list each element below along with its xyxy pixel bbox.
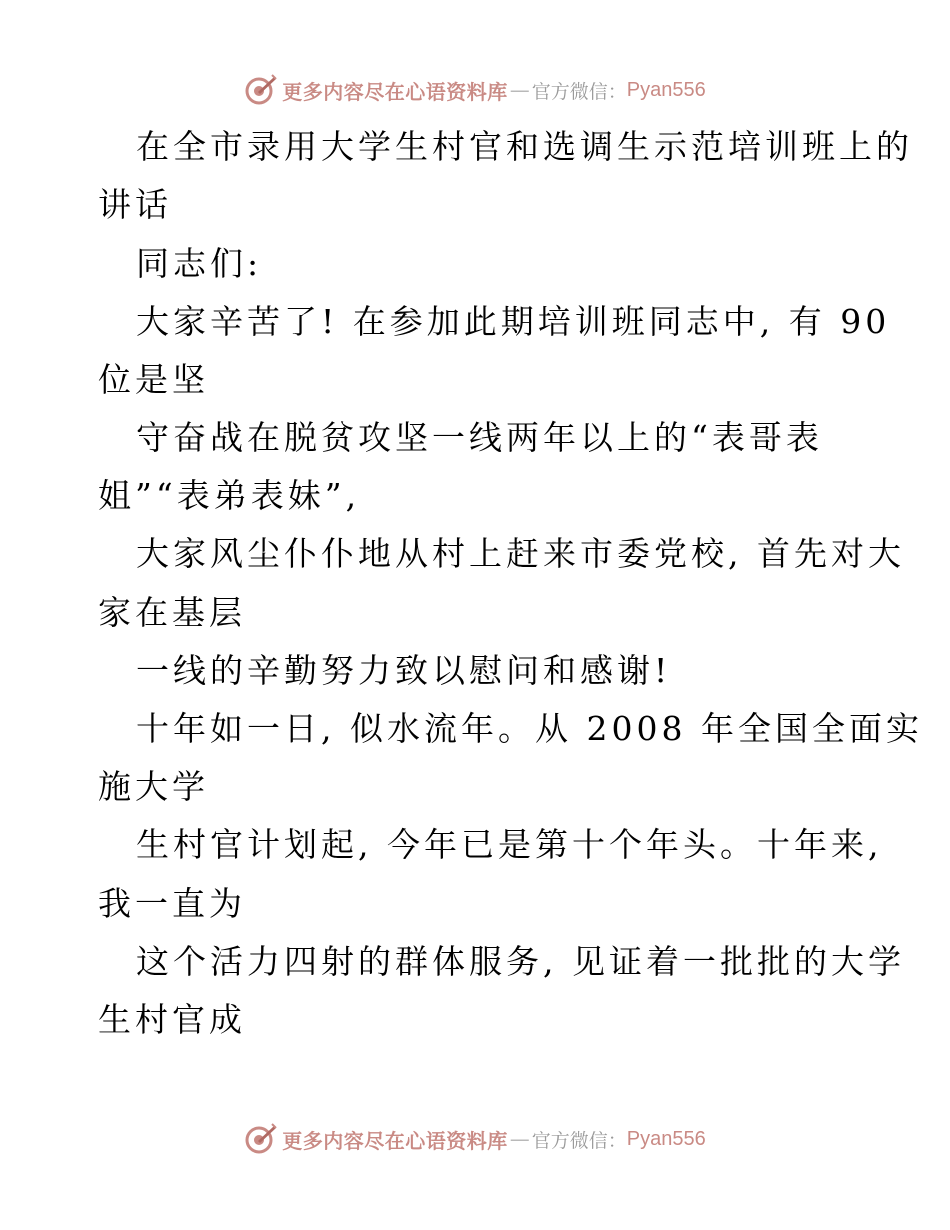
text-line: 位是坚: [98, 360, 209, 399]
text-line: 讲话: [98, 185, 172, 224]
watermark-account: Pyan556: [626, 78, 706, 101]
text-line: 生村官计划起, 今年已是第十个年头。十年来,: [136, 825, 883, 864]
text-line: 在全市录用大学生村官和选调生示范培训班上的: [136, 127, 913, 166]
header-watermark: [0, 70, 950, 110]
watermark-account: Pyan556: [626, 1127, 706, 1150]
text-line: 同志们:: [136, 244, 263, 283]
text-line: 家在基层: [98, 593, 246, 632]
footer-watermark: [0, 1119, 950, 1159]
watermark-separator: —: [509, 1127, 530, 1151]
text-line: 一线的辛勤努力致以慰问和感谢!: [136, 651, 672, 690]
text-line: 这个活力四射的群体服务, 见证着一批批的大学: [136, 942, 905, 981]
text-line: 大家辛苦了! 在参加此期培训班同志中, 有 90: [136, 302, 891, 341]
text-line: 生村官成: [98, 1000, 246, 1039]
pen-logo-icon: [244, 73, 278, 107]
watermark-label: 官方微信：: [531, 1129, 627, 1152]
watermark-separator: —: [509, 78, 530, 102]
text-line: 我一直为: [98, 884, 246, 923]
watermark-brand-text: 更多内容尽在心语资料库: [282, 79, 508, 104]
text-line: 姐”“表弟表妹”,: [98, 476, 361, 515]
text-line: 守奋战在脱贫攻坚一线两年以上的“表哥表: [136, 418, 823, 457]
text-line: 十年如一日, 似水流年。从 2008 年全国全面实: [136, 709, 923, 748]
pen-logo-icon: [244, 1122, 278, 1156]
text-line: 施大学: [98, 767, 209, 806]
text-line: 大家风尘仆仆地从村上赶来市委党校, 首先对大: [136, 534, 905, 573]
watermark-brand-text: 更多内容尽在心语资料库: [282, 1128, 508, 1153]
watermark-label: 官方微信：: [531, 80, 627, 103]
